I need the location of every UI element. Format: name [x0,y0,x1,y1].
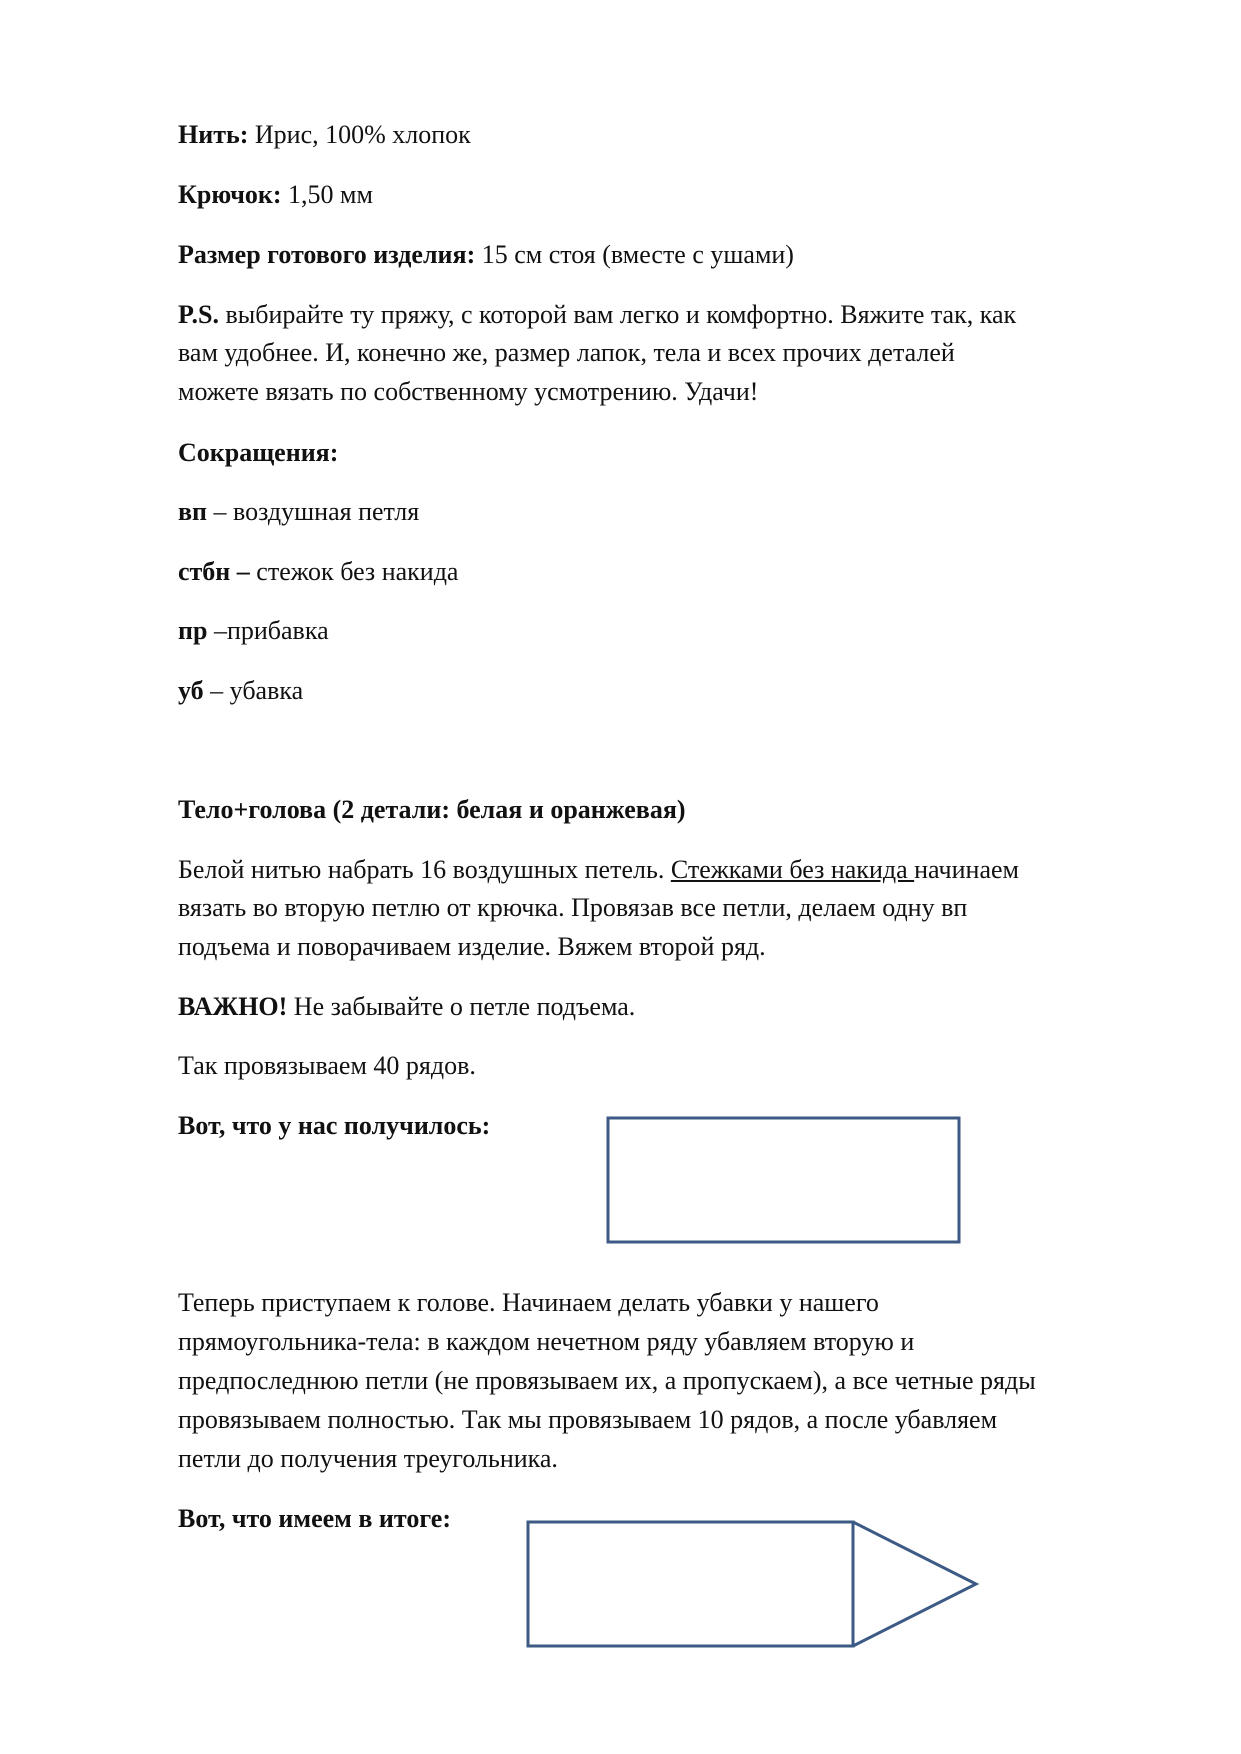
thread-label: Нить: [178,120,249,149]
pencil-shape-diagram [526,1520,981,1648]
head-triangle [853,1522,976,1646]
instruction-text: начинаем [914,855,1019,884]
important-note [178,987,635,1026]
ps-label: P.S. [178,300,219,329]
size-line [178,235,794,274]
rows-note: Так провязываем 40 рядов. [178,1051,476,1080]
size-label: Размер готового изделия: [178,240,476,269]
instruction-line-2: вязать во вторую петлю от крючка. Провязав все петли, делаем одну вп [178,893,968,922]
abbreviation-def: – воздушная петля [207,497,420,526]
ps-line-1 [178,295,1016,334]
hook-line [178,175,373,214]
section-heading: Тело+голова (2 детали: белая и оранжевая) [178,795,686,824]
rectangle-diagram [606,1116,962,1246]
abbreviation-term: пр [178,616,208,645]
abbreviation-term: уб [178,676,204,705]
abbreviation-item [178,552,458,591]
underlined-term: Стежками без накида [670,855,915,884]
hook-label: Крючок: [178,180,282,209]
abbreviation-item [178,671,303,710]
ps-line-3: можете вязать по собственному усмотрению. Удачи! [178,377,759,406]
head-instruction-line-4: провязываем полностью. Так мы провязываем 10 рядов, а после убавляем [178,1405,998,1434]
ps-line-2: вам удобнее. И, конечно же, размер лапок, тела и всех прочих деталей [178,338,955,367]
hook-value: 1,50 мм [281,180,373,209]
instruction-text: Белой нитью набрать 16 воздушных петель. [178,855,671,884]
result-label: Вот, что у нас получилось: [178,1111,491,1140]
head-instruction-line-3: предпоследнюю петли (не провязываем их, а пропускаем), а все четные ряды [178,1366,1036,1395]
abbreviation-def: стежок без накида [249,557,459,586]
abbreviations-heading: Сокращения: [178,438,339,467]
head-instruction-line-5: петли до получения треугольника. [178,1444,558,1473]
size-value: 15 см стоя (вместе с ушами) [475,240,794,269]
thread-line [178,115,471,154]
head-instruction-line-2: прямоугольника-тела: в каждом нечетном ряду убавляем вторую и [178,1327,915,1356]
abbreviation-def: –прибавка [207,616,329,645]
body-rectangle [608,1118,959,1242]
instruction-line-1 [178,850,1019,889]
abbreviation-def: – убавка [203,676,304,705]
body-rectangle [528,1522,853,1646]
ps-text-1: выбирайте ту пряжу, с которой вам легко и комфортно. Вяжите так, как [218,300,1017,329]
instruction-line-3: подъема и поворачиваем изделие. Вяжем второй ряд. [178,932,766,961]
head-instruction-line-1: Теперь приступаем к голове. Начинаем делать убавки у нашего [178,1288,879,1317]
abbreviation-item [178,492,419,531]
result-label: Вот, что имеем в итоге: [178,1504,451,1533]
abbreviation-item [178,611,329,650]
thread-value: Ирис, 100% хлопок [248,120,471,149]
important-text: Не забывайте о петле подъема. [287,992,636,1021]
abbreviation-term: стбн – [178,557,250,586]
abbreviation-term: вп [178,497,208,526]
important-label: ВАЖНО! [178,992,288,1021]
